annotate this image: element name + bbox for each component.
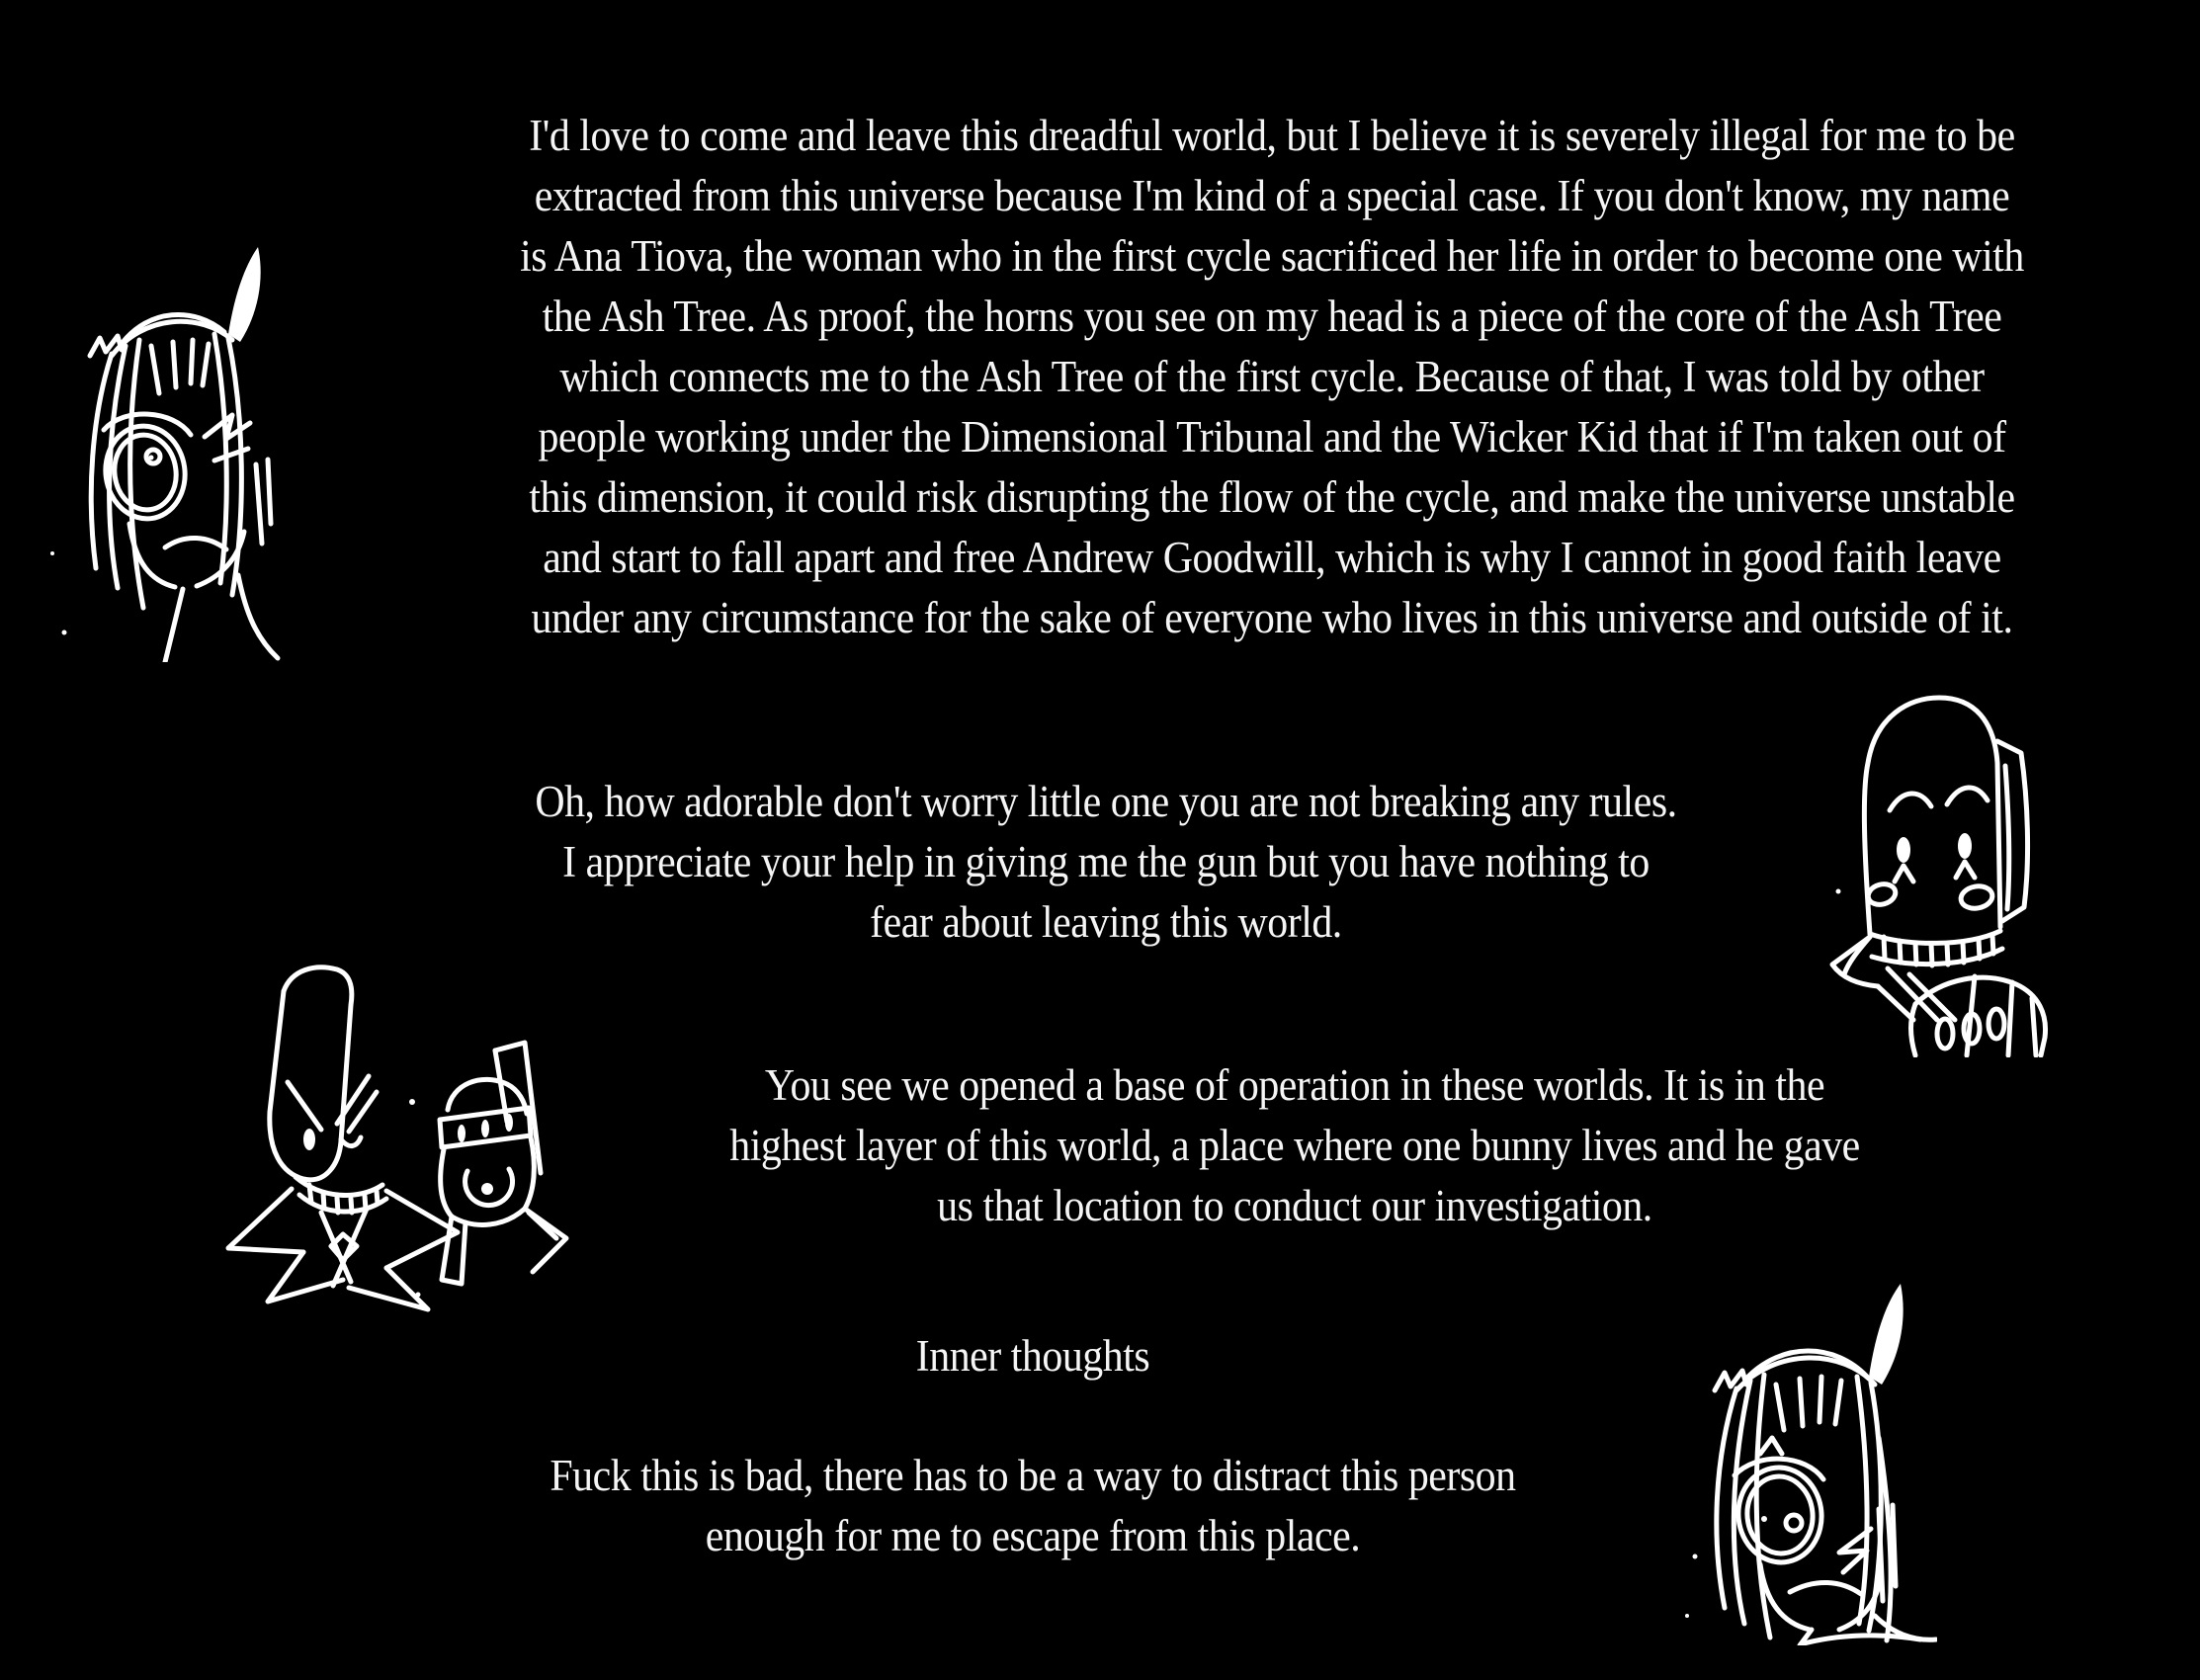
dialogue-line: the Ash Tree. As proof, the horns you see on my head is a piece of the core of the Ash Tree — [542, 292, 2002, 341]
heading-line: Inner thoughts — [915, 1331, 1150, 1381]
dialogue-line: under any circumstance for the sake of everyone who lives in this universe and outside of it. — [531, 593, 2013, 642]
horned-woman-crying-portrait-icon — [1665, 1260, 1937, 1645]
visitor-base-info-text — [578, 1055, 2012, 1236]
dialogue-line: I appreciate your help in giving me the gun but you have nothing to — [562, 837, 1650, 886]
horned-woman-portrait-icon — [35, 227, 296, 662]
ana-inner-monologue-text — [389, 1446, 1676, 1566]
two-figures-sketch-icon — [193, 954, 588, 1319]
dialogue-line: which connects me to the Ash Tree of the first cycle. Because of that, I was told by other — [559, 352, 1985, 401]
inner-thoughts-heading — [757, 1326, 1309, 1386]
ana-speech-text — [307, 106, 2200, 648]
dialogue-line: is Ana Tiova, the woman who in the first cycle sacrificed her life in order to become one with — [520, 231, 2024, 281]
visitor-reassurance-text — [371, 772, 1841, 953]
dialogue-line: enough for me to escape from this place. — [705, 1511, 1361, 1560]
dialogue-line: fear about leaving this world. — [870, 897, 1342, 947]
dialogue-line: highest layer of this world, a place where one bunny lives and he gave — [729, 1121, 1860, 1170]
dialogue-line: Fuck this is bad, there has to be a way to distract this person — [550, 1451, 1516, 1500]
tall-headed-figure-portrait-icon — [1819, 672, 2056, 1057]
dialogue-line: us that location to conduct our investigation. — [937, 1181, 1652, 1230]
dialogue-line: people working under the Dimensional Tribunal and the Wicker Kid that if I'm taken out of — [538, 412, 2006, 462]
dialogue-line: and start to fall apart and free Andrew Goodwill, which is why I cannot in good faith leave — [543, 533, 2001, 582]
dialogue-line: I'd love to come and leave this dreadful world, but I believe it is severely illegal for me to be — [529, 111, 2015, 160]
dialogue-line: extracted from this universe because I'm kind of a special case. If you don't know, my name — [534, 171, 2010, 220]
dialogue-line: this dimension, it could risk disrupting the flow of the cycle, and make the universe unstable — [529, 472, 2015, 522]
dialogue-line: You see we opened a base of operation in these worlds. It is in the — [764, 1060, 1825, 1110]
dialogue-line: Oh, how adorable don't worry little one you are not breaking any rules. — [535, 777, 1677, 826]
